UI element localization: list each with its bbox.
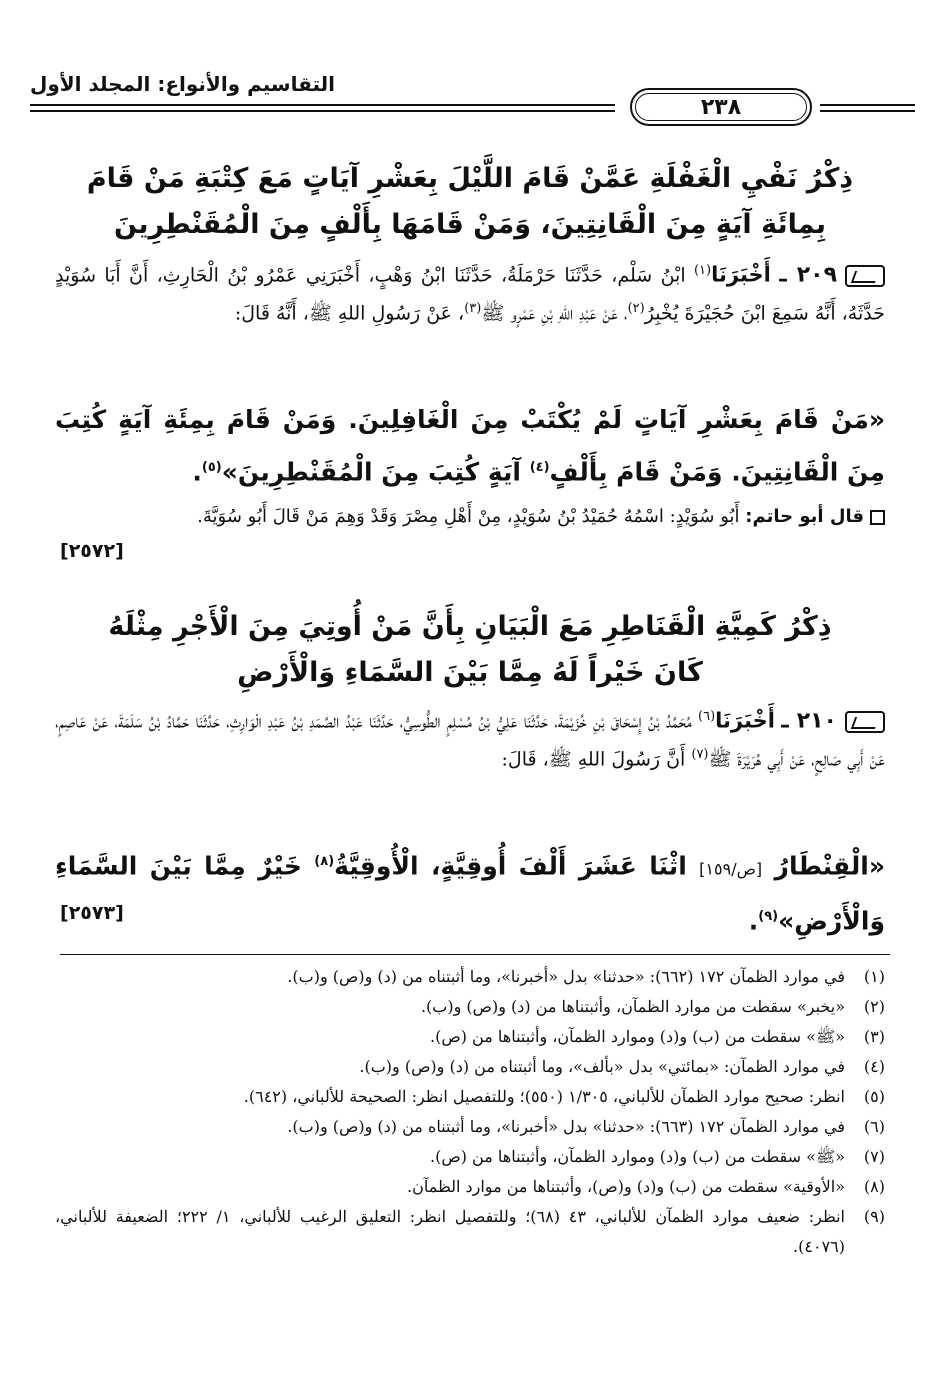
footnote — [55, 1052, 885, 1082]
isnad-text: أَنَّ رَسُولَ اللهِ ﷺ، قَالَ: — [501, 748, 692, 771]
hadith-number: ٢٠٩ ـ — [779, 262, 838, 288]
footnote-number: (٣) — [863, 1027, 885, 1046]
heading-line: ذِكْرُ نَفْيِ الْغَفْلَةِ عَمَّنْ قَامَ اللَّيْلَ بِعَشْرِ آيَاتٍ مَعَ كِتْبَةِ مَنْ قَامَ — [86, 163, 854, 194]
hadith-matn — [55, 838, 885, 946]
matn-end: . — [192, 457, 202, 487]
footnote-marker: (٥) — [201, 460, 222, 475]
footnote-number: (٤) — [863, 1057, 885, 1076]
heading-line: بِمِائَةِ آيَةٍ مِنَ الْقَانِتِينَ، وَمَنْ قَامَهَا بِأَلْفٍ مِنَ الْمُقَنْطِرِينَ — [114, 209, 826, 240]
heading-line: كَانَ خَيْراً لَهُ مِمَّا بَيْنَ السَّمَاءِ وَالْأَرْضِ — [237, 657, 703, 688]
footnote — [55, 1142, 885, 1172]
heading-line: ذِكْرُ كَمِيَّةِ الْقَنَاطِرِ مَعَ الْبَيَانِ بِأَنَّ مَنْ أُوتِيَ مِنَ الْأَجْرِ مِثْلَهُ — [108, 611, 832, 642]
matn-text: آيَةٍ كُتِبَ مِنَ الْمُقَنْطِرِينَ» — [221, 457, 530, 487]
page-reference: [ص/١٥٩] — [699, 859, 763, 879]
footnote-text: في موارد الظمآن ١٧٢ (٦٦٢): «حدثنا» بدل «أخبرنا»، وما أثبتناه من (د) و(ص) و(ب). — [287, 967, 845, 986]
hadith-reference: [٢٥٧٢] — [60, 540, 124, 562]
hadith-matn — [55, 396, 885, 496]
header-rule — [30, 110, 615, 112]
page-number-frame — [630, 88, 812, 126]
hadith-number: ٢١٠ ـ — [781, 708, 837, 734]
hadith-reference: [٢٥٧٣] — [60, 902, 124, 924]
footnote-text: «يخبر» سقطت من موارد الظمآن، وأثبتناها من (د) و(ص) و(ب). — [420, 997, 845, 1016]
footnote-text: في موارد الظمآن ١٧٢ (٦٦٣): «حدثنا» بدل «أخبرنا»، وما أثبتناه من (د) و(ص) و(ب). — [287, 1117, 845, 1136]
footnote-marker: (٩) — [758, 909, 779, 925]
matn-text: خَيْرٌ مِمَّا بَيْنَ السَّمَاءِ وَالْأَرْضِ» — [55, 851, 885, 936]
square-bullet-icon — [870, 510, 885, 525]
footnote-number: (٨) — [863, 1177, 885, 1196]
header-rule — [820, 110, 915, 112]
footnote-number: (٥) — [863, 1087, 885, 1106]
note-label: قال أبو حاتم: — [745, 506, 864, 527]
footnotes — [55, 962, 885, 1262]
footnote — [55, 992, 885, 1022]
isnad-text: مُحَمَّدُ بْنُ إِسْحَاقَ بْنِ خُزَيْمَةَ، حَدَّثَنَا عَلِيُّ بْنُ مُسْلِمٍ الطُّوسِيُّ، حَدَّثَنَا عَبْدُ الصَّمَدِ بْنُ عَبْدِ الْوَارِثِ، حَدَّثَنَا حَمَّادُ بْنُ سَلَمَةَ، عَنْ عَاصِمٍ، عَنْ أَبِي صَالِحٍ، عَنْ أَبِي هُرَيْرَةَ ﷺ — [55, 710, 885, 771]
isnad-text: ، عَنْ رَسُولِ اللهِ ﷺ، أَنَّهُ قَالَ: — [234, 302, 465, 325]
akhbarana-word: أَخْبَرَنَا — [711, 262, 771, 287]
footnote-text: انظر: صحيح موارد الظمآن للألباني، ١/٣٠٥ (٥٥٠)؛ وللتفصيل انظر: الصحيحة للألباني، (٦٤٢). — [243, 1087, 845, 1106]
footnote-separator — [60, 954, 890, 955]
footnote — [55, 962, 885, 992]
footnote-text: «ﷺ» سقطت من (ب) و(د) وموارد الظمآن، وأثبتناها من (ص). — [430, 1147, 845, 1166]
footnote-marker: (٦) — [698, 709, 716, 724]
footnote-marker: (٢) — [627, 301, 645, 317]
footnote-marker: (٧) — [691, 747, 709, 763]
matn-text: «الْقِنْطَارُ — [774, 851, 885, 881]
page-number: ٢٣٨ — [700, 94, 742, 120]
running-title: التقاسيم والأنواع: المجلد الأول — [30, 72, 336, 96]
akhbarana-word: أَخْبَرَنَا — [715, 708, 775, 733]
footnote-number: (٩) — [863, 1207, 885, 1226]
header-rule — [820, 104, 915, 106]
isnad-text: ، عَنْ عَبْدِ اللهِ بْنِ عَمْرٍو ﷺ — [481, 302, 628, 325]
page-header — [30, 70, 915, 132]
footnote — [55, 1172, 885, 1202]
chapter-heading — [55, 604, 885, 696]
footnote-number: (٦) — [863, 1117, 885, 1136]
footnote — [55, 1112, 885, 1142]
footnote — [55, 1202, 885, 1262]
header-rule — [30, 104, 615, 106]
footnote-text: «الأوقية» سقطت من (ب) و(د) و(ص)، وأثبتناها من موارد الظمآن. — [407, 1177, 845, 1196]
matn-end: . — [748, 906, 759, 936]
footnote-number: (٧) — [863, 1147, 885, 1166]
footnote-text: انظر: ضعيف موارد الظمآن للألباني، ٤٣ (٦٨)؛ وللتفصيل انظر: التعليق الرغيب للألباني، ١/ ٢٢٢؛ الضعيفة للألباني، (٤٠٧٦). — [55, 1207, 845, 1256]
footnote-text: في موارد الظمآن: «بمائتي» بدل «بألف»، وما أثبتناه من (د) و(ص) و(ب). — [359, 1057, 845, 1076]
matn-text: «مَنْ قَامَ بِعَشْرِ آيَاتٍ لَمْ يُكْتَبْ مِنَ الْغَافِلِينَ. وَمَنْ قَامَ بِمِئَةِ آيَةٍ كُتِبَ مِنَ الْقَانِتِينَ. وَمَنْ قَامَ بِأَلْفٍ — [55, 405, 885, 487]
footnote-marker: (٣) — [464, 301, 482, 317]
hadith-isnad — [55, 254, 885, 331]
footnote-number: (١) — [863, 967, 885, 986]
hadith-isnad — [55, 700, 885, 777]
hadith-marker-icon — [845, 711, 885, 733]
isnad-text: ابْنُ سَلْم، حَدَّثَنَا حَرْمَلَةُ، حَدَّثَنَا ابْنُ وَهْبٍ، أَخْبَرَنِي عَمْرُو بْنُ الْحَارِثِ، أَنَّ أَبَا سُوَيْدٍ حَدَّثَهُ، أَنَّهُ سَمِعَ ابْنَ حُجَيْرَةَ يُخْبِرُ — [55, 264, 885, 325]
editor-note — [55, 500, 885, 534]
hadith-marker-icon — [845, 265, 885, 287]
footnote-number: (٢) — [863, 997, 885, 1016]
matn-text: اثْنَا عَشَرَ أَلْفَ أُوقِيَّةٍ، الْأُوقِيَّةُ — [334, 851, 687, 881]
chapter-heading — [55, 156, 885, 248]
note-text: أَبُو سُوَيْدٍ: اسْمُهُ حُمَيْدُ بْنُ سُوَيْدٍ، مِنْ أَهْلِ مِصْرَ وَقَدْ وَهِمَ مَنْ قَالَ أَبُو سُوَيَّةَ. — [197, 506, 740, 527]
footnote-marker: (١) — [693, 263, 712, 278]
footnote — [55, 1082, 885, 1112]
footnote-marker: (٨) — [314, 854, 335, 869]
footnote-marker: (٤) — [529, 460, 550, 475]
footnote — [55, 1022, 885, 1052]
footnote-text: «ﷺ» سقطت من (ب) و(د) وموارد الظمآن، وأثبتناها من (ص). — [430, 1027, 845, 1046]
